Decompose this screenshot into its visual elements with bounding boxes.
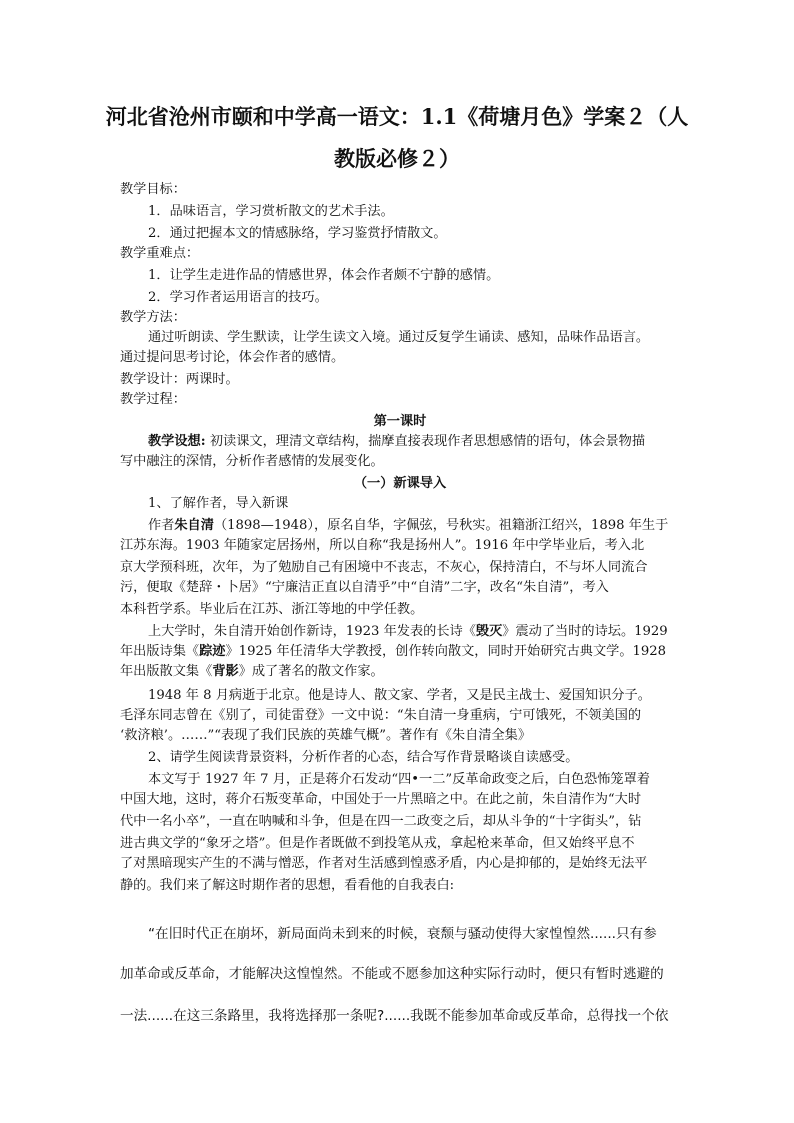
work-title-zongji: 踪迹 (199, 644, 226, 659)
step-2-heading: 2、请学生阅读背景资料，分析作者的心态，结合写作背景略谈自读感受。 (148, 750, 579, 765)
section-design: 教学设计：两课时。 (120, 372, 239, 387)
works-line-3-b: 》成了著名的散文作家。 (238, 664, 384, 679)
quote-line-2: 加革命或反革命，才能解决这惶惶然。不能或不愿参加这种实际行动时，便只有暂时逃避的 (120, 966, 664, 982)
quote-line-3: 一法......在这三条路里，我将选择那一条呢?......我既不能参加革命或反革命，总得找一个依 (120, 1008, 669, 1024)
background-line-1: 本文写于 1927 年 7 月，正是蒋介石发动“四•一二”反革命政变之后，白色恐怖笼罩着 (148, 772, 650, 787)
works-line-2-a: 年出版诗集《 (120, 644, 200, 659)
teaching-idea-line-2: 写中融注的深情，分析作者感情的发展变化。 (120, 454, 384, 469)
section-heading-objectives: 教学目标： (120, 182, 186, 197)
author-bio-text: （1898—1948），原名自华，字佩弦，号秋实。祖籍浙江绍兴，1898 年生于 (213, 518, 669, 533)
works-line-2 (120, 642, 680, 662)
lesson-heading-first-period: 第一课时 (373, 414, 427, 429)
teaching-idea-text: 初读课文，理清文章结构，揣摩直接表现作者思想感情的语句，体会景物描 (205, 434, 646, 449)
document-title-line-2: 教版必修２） (334, 146, 460, 171)
works-line-1 (148, 622, 680, 642)
methods-paragraph-line-1: 通过听朗读、学生默读，让学生读文入境。通过反复学生诵读、感知，品味作品语言。 (148, 330, 650, 345)
document-title-line-1: 河北省沧州市颐和中学高一语文：1.1《荷塘月色》学案２（人 (105, 104, 689, 129)
quote-line-1: “在旧时代正在崩坏，新局面尚未到来的时候，衰颓与骚动使得大家惶惶然......只有参 (148, 926, 657, 942)
section-heading-key-points: 教学重难点： (120, 246, 200, 261)
background-line-5: 了对黑暗现实产生的不满与憎恶，作者对生活感到惶惑矛盾，内心是抑郁的，是始终无法平 (120, 856, 648, 871)
works-line-3-a: 年出版散文集《 (120, 664, 213, 679)
work-title-beiying: 背影 (212, 664, 239, 679)
subsection-heading-intro: （一）新课导入 (353, 476, 447, 491)
step-1-heading: 1、了解作者，导入新课 (148, 496, 289, 511)
author-bio-line-2: 江苏东海。1903 年随家定居扬州，所以自称“我是扬州人”。1916 年中学毕业后，考入北 (120, 538, 645, 553)
works-line-1-a: 上大学时，朱自清开始创作新诗，1923 年发表的长诗《 (148, 624, 476, 639)
author-bio-prefix: 作者 (148, 518, 175, 533)
methods-paragraph-line-2: 通过提问思考讨论，体会作者的感情。 (120, 350, 345, 365)
teaching-idea-line-1 (148, 432, 680, 452)
works-line-3 (120, 662, 680, 682)
author-bio-line-1 (148, 516, 680, 536)
author-name: 朱自清 (174, 518, 214, 533)
work-title-huimie: 毁灭 (475, 624, 503, 639)
author-bio-line-4: 污，便取《楚辞・卜居》“宁廉洁正直以自清乎”中“自清”二字，改名“朱自清”，考入 (120, 580, 609, 595)
section-heading-methods: 教学方法： (120, 310, 186, 325)
death-line-3: ‘救济粮’。……”“表现了我们民族的英雄气概”。著作有《朱自清全集》 (120, 728, 532, 743)
objective-item-2: 2．通过把握本文的情感脉络，学习鉴赏抒情散文。 (148, 226, 447, 241)
key-point-item-1: 1．让学生走进作品的情感世界，体会作者颇不宁静的感情。 (148, 268, 500, 283)
background-line-6: 静的。我们来了解这时期作者的思想，看看他的自我表白: (120, 878, 455, 893)
death-line-2: 毛泽东同志曾在《别了，司徒雷登》一文中说：“朱自清一身重病，宁可饿死，不领美国的 (120, 708, 642, 723)
objective-item-1: 1．品味语言，学习赏析散文的艺术手法。 (148, 204, 394, 219)
death-line-1: 1948 年 8 月病逝于北京。他是诗人、散文家、学者，又是民主战士、爱国知识分子。 (148, 688, 651, 703)
section-heading-process: 教学过程： (120, 392, 186, 407)
key-point-item-2: 2．学习作者运用语言的技巧。 (148, 290, 328, 305)
background-line-2: 中国大地，这时，蒋介石叛变革命，中国处于一片黑暗之中。在此之前，朱自清作为“大时 (120, 792, 642, 807)
author-bio-line-5: 本科哲学系。毕业后在江苏、浙江等地的中学任教。 (120, 602, 424, 617)
teaching-idea-label: 教学设想: (148, 434, 206, 449)
background-line-4: 进古典文学的“象牙之塔”。但是作者既做不到投笔从戎，拿起枪来革命，但又始终平息不 (120, 836, 635, 851)
background-line-3: 代中一名小卒”，一直在呐喊和斗争，但是在四一二政变之后，却从斗争的“十字街头”，钻 (120, 814, 642, 829)
works-line-1-b: 》震动了当时的诗坛。1929 (502, 624, 668, 639)
works-line-2-b: 》1925 年任清华大学教授，创作转向散文，同时开始研究古典文学。1928 (225, 644, 667, 659)
author-bio-line-3: 京大学预科班，次年，为了勉励自己有困境中不丧志，不灰心，保持清白，不与坏人同流合 (120, 560, 648, 575)
